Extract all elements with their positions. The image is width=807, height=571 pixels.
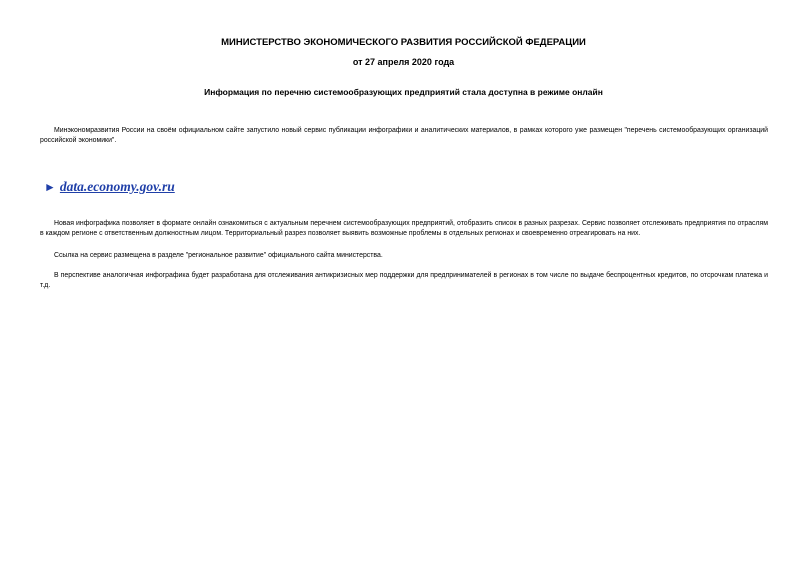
- link-row: [44, 178, 175, 196]
- ministry-name: МИНИСТЕРСТВО ЭКОНОМИЧЕСКОГО РАЗВИТИЯ РОССИЙСКОЙ ФЕДЕРАЦИИ: [221, 37, 586, 48]
- paragraph-intro: Минэкономразвития России на своём официальном сайте запустило новый сервис публикации инфографики и аналитических материалов, в рамках которого уже размещен "перечень системообразующих организаций российской экономики".: [40, 127, 768, 144]
- data-economy-link[interactable]: data.economy.gov.ru: [59, 179, 175, 194]
- paragraph-infographic: Новая инфографика позволяет в формате онлайн ознакомиться с актуальным перечнем системообразующих предприятий, отобразить список в разных разрезах. Сервис позволяет отслеживать предприятия по отраслям в каждом регионе с ответственным должностным лицом. Территориальный разрез позволяет выявить возможные проблемы в отдельных регионах и своевременно отреагировать на них.: [40, 220, 768, 237]
- paragraph-service-link: Ссылка на сервис размещена в разделе "региональное развитие" официального сайта министерства.: [54, 252, 383, 259]
- document-headline: Информация по перечню системообразующих предприятий стала доступна в режиме онлайн: [204, 87, 603, 97]
- document-date: от 27 апреля 2020 года: [352, 57, 455, 67]
- paragraph-perspective: В перспективе аналогичная инфографика будет разработана для отслеживания антикризисных мер поддержки для предпринимателей в регионах в том числе по выдаче беспроцентных кредитов, по отсрочкам платежа и т.д.: [40, 272, 768, 289]
- arrow-right-icon: ►: [44, 180, 56, 194]
